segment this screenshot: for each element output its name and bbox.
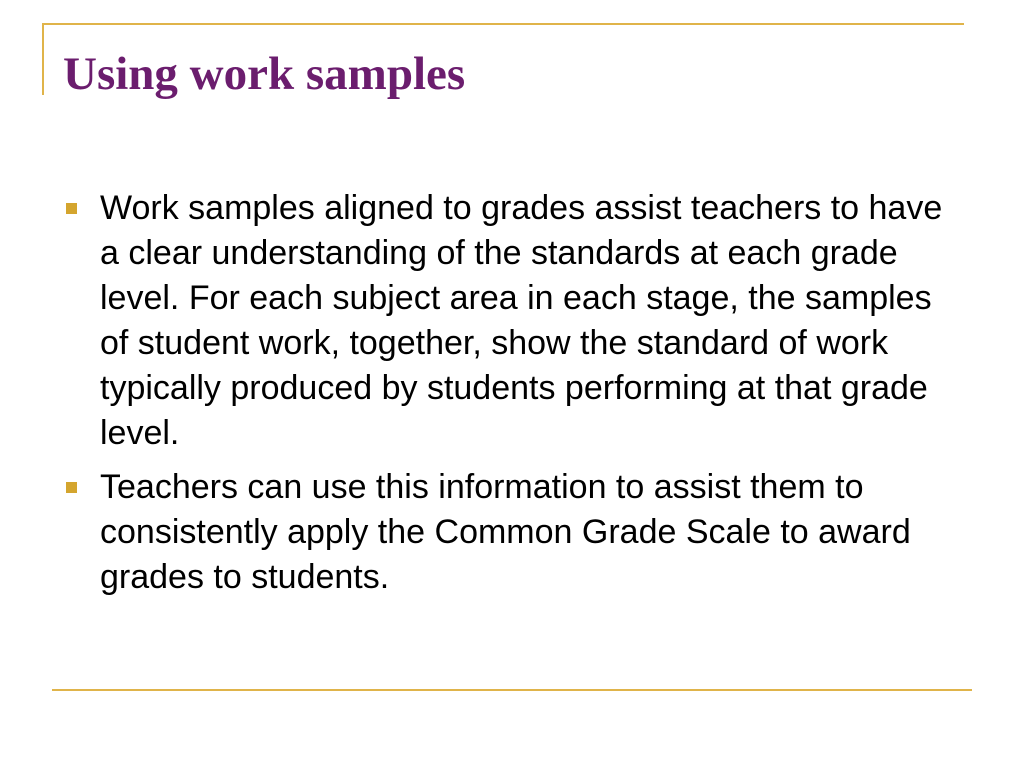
- bullet-item: [62, 465, 962, 600]
- square-bullet-icon: [66, 482, 77, 493]
- frame-left-line: [42, 23, 44, 95]
- frame-top-line: [44, 23, 964, 25]
- bullet-item: [62, 186, 962, 456]
- square-bullet-icon: [66, 203, 77, 214]
- bullet-text: Work samples aligned to grades assist teachers to have a clear understanding of the standards at each grade level. For each subject area in each stage, the samples of student work, together, show the standard of work typically produced by students performing at that grade level.: [100, 189, 943, 452]
- slide-title: Using work samples: [63, 48, 466, 100]
- frame-bottom-line: [52, 689, 972, 691]
- bullet-list: [62, 186, 962, 609]
- bullet-text: Teachers can use this information to assist them to consistently apply the Common Grade Scale to award grades to students.: [100, 468, 911, 596]
